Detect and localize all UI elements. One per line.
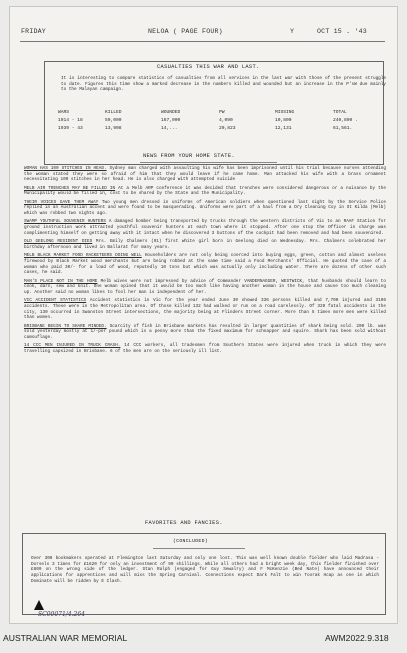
cell: 61,561.	[333, 126, 353, 131]
news-body: Householders are not only being coerced into buying eggs, green, cotton and almost useless firewood by Black Market wood merchants but are being robbed at the same time said a Food Merchants' Official. He quoted the case of a woman who paid 30/- for a load of wood, reputedly 10 tons but which was actually only including water. There are dozens of other such cases, he said.	[24, 253, 386, 276]
news-item	[24, 253, 386, 276]
table-row	[58, 126, 358, 134]
news-item	[24, 186, 386, 197]
news-headline: OLD GEELONG RESIDENT DIES	[24, 239, 93, 245]
cell: 4,090	[219, 118, 233, 123]
news-headline: VIC ACCIDENT STATISTICS	[24, 298, 87, 304]
footer-accession-number: AWM2022.9.318	[325, 633, 389, 643]
col-total: TOTAL	[333, 110, 347, 115]
casualties-box	[44, 61, 384, 165]
news-column	[24, 166, 386, 357]
cell: 20,823	[219, 126, 236, 131]
news-body: Sydney man charged with assaulting his wife has been imprisoned until his trial because nurses attending the woman stated they were so afraid of him that they would leave if he came home. Man attacked his wife with a brass ornament necessitating 100 stitches in her head. He is also charged with attempted suicide	[24, 166, 386, 183]
pointer-mark-icon	[34, 600, 44, 610]
favorites-subtitle-underline	[153, 548, 245, 549]
cell: 13,908	[105, 126, 122, 131]
news-body: Two young men dressed in uniforms of American soldiers when questioned last night by the Service Police replied in an Australian accent and were found to be masquerading. Uniforms were part of a haul from a Dry Cleaning Coy in St Kilda (Melb) which was robbed two nights ago.	[24, 199, 386, 217]
news-body: 14 CCC workers, all tradesmen from Southern States were injured when truck in which they were travelling capsized in Brisbane. 6 of the men are on the seriously ill list.	[24, 343, 386, 355]
news-body: Accident statistics in Vic for the year ended June 30 showed 336 persons killed and 7,700 injured and 3196 accidents. These were in the Metropolitan area. Of those killed 132 had walked or run on a road carelessly. Of 320 fatal accidents in the city, 130 occurred in Swanston Street intersections, the majority being at Flinders Street corner. More than 5 times more men were killed than women.	[24, 298, 386, 321]
news-headline: 14 CCC MEN INJURED IN TRUCK CRASH.	[24, 343, 121, 349]
cell: 14,...	[161, 126, 178, 131]
news-headline: MELB BLACK MARKET FOOD RACKETEERS DOING WELL	[24, 253, 142, 259]
favorites-title: FAVORITES AND FANCIES.	[145, 520, 223, 526]
news-title-underline	[140, 162, 277, 163]
casualties-intro: It is interesting to compare statistics of casualties from all services in the last war with those of the present struggle to date. Figures this time show a marked decrease in the numbers killed and wounded but an increase in the P'sW due mainly to the Malayan campaign.	[61, 76, 386, 93]
handwritten-reference: SC00071/4.264	[38, 611, 85, 618]
news-item	[24, 324, 386, 341]
news-body: Melb wives were not impressed by advice of Commander VANDERNAGGER, WESTWICK, that husbands should learn to cook, darn, sew and knit. One woman opined that it would be too much like having another woman in the house and cause too much cleaning up. Another said no woman likes to fool her man is independent of her.	[24, 278, 386, 295]
casualties-title: CASUALTIES THIS WAR AND LAST.	[157, 64, 260, 70]
cell: 167,000	[161, 118, 181, 123]
cell: 1914 - 18	[58, 118, 83, 123]
table-row	[58, 118, 358, 126]
header-rule	[20, 41, 385, 42]
col-killed: KILLED	[105, 110, 122, 115]
header-date: OCT 15 . '43	[317, 28, 367, 35]
table-header-row	[58, 110, 358, 118]
header-title: NELOA ( PAGE FOUR)	[148, 28, 223, 35]
document-page	[9, 6, 398, 624]
news-headline: THEIR VOICES GAVE THEM AWAY	[24, 199, 99, 205]
casualties-table	[58, 110, 358, 134]
news-item	[24, 298, 386, 321]
favorites-box	[22, 533, 386, 615]
favorites-subtitle: (CONCLUDED)	[173, 539, 208, 544]
col-wounded: WOUNDED	[161, 110, 181, 115]
cell: 59,000	[105, 118, 122, 123]
news-body: Mrs. Emily Chalmers (91) first white girl born in Geelong died on Wednesday. Mrs. Chalmers celebrated her birthday afternoon and lived in Ballarat for many years.	[24, 239, 386, 250]
col-wars: WARS	[58, 110, 70, 115]
news-body: A damaged bomber being transported by trucks through the western districts of Vic to an RAAF Station for ground instruction work attracted youthful souvenir hunters at each town where it stopped. After one stop the Officer in charge was complimenting himself on getting away with it intact when he discovered 3 buttons of the cockpit had been removed and had been souvenired.	[24, 219, 387, 236]
cell: 10,800	[275, 118, 292, 123]
cell: 240,890 .	[333, 118, 358, 123]
cell: 1939 - 43	[58, 126, 83, 131]
header-mark: Y	[290, 28, 295, 35]
news-item	[24, 343, 386, 354]
news-item	[24, 279, 386, 296]
col-missing: MISSING	[275, 110, 295, 115]
news-item	[24, 239, 386, 250]
news-body: At a Melb ARP conference it was decided that trenches were considered dangerous or a nuisance by the Municipality would be filled in, cost to be shared by the State and the Municipality.	[24, 185, 386, 197]
news-headline: SWAMP YOUTHFUL SOUVENIR HUNTERS	[24, 219, 106, 225]
news-item	[24, 200, 386, 217]
col-pw: PW	[219, 110, 225, 115]
news-item	[24, 166, 386, 183]
news-headline: MELB AIR TRENCHES MAY BE FILLED IN	[24, 185, 116, 191]
news-item	[24, 219, 386, 236]
news-headline: MAN'S PLACE NOT IN THE HOME	[24, 278, 98, 284]
footer-institution: AUSTRALIAN WAR MEMORIAL	[3, 633, 128, 643]
cell: 12,131	[275, 126, 292, 131]
favorites-body: Over 300 bookmakers operated at Flemington last Saturday and only one lost. This was well known double fielder who laid Madrasa - Dorsels 3 times for £1620 for only an investment of 90 shillings. While all others had a bright week day, this fielder finished over £800 on the wrong side of the ledger. Stan Ralph (engaged for Guy Sewalry) and F McKenzie (Bed Nate) have announced their applications for apprentices and will miss the Spring Carnival. Connections expect Dark Falt to win Toorak Hcap as one in which Dominate will be ridden by E Clash.	[31, 556, 379, 584]
news-headline: WOMAN HAS 100 STITCHES IN HEAD.	[24, 166, 107, 171]
news-body: Scarcity of fish in Brisbane markets has resulted in larger quantities of shark being sold. 200 lb. was sold yesterday mostly at 1/-per pound which is a penny more than the fixed maximum for schnapper and squire. Shark has been sold without camouflage.	[24, 323, 386, 341]
news-headline: BRISBANE BEGIN TO SHARE MINDED.	[24, 323, 107, 329]
news-section-title: NEWS FROM YOUR HOME STATE.	[143, 153, 235, 159]
header-day: FRIDAY	[21, 28, 46, 35]
